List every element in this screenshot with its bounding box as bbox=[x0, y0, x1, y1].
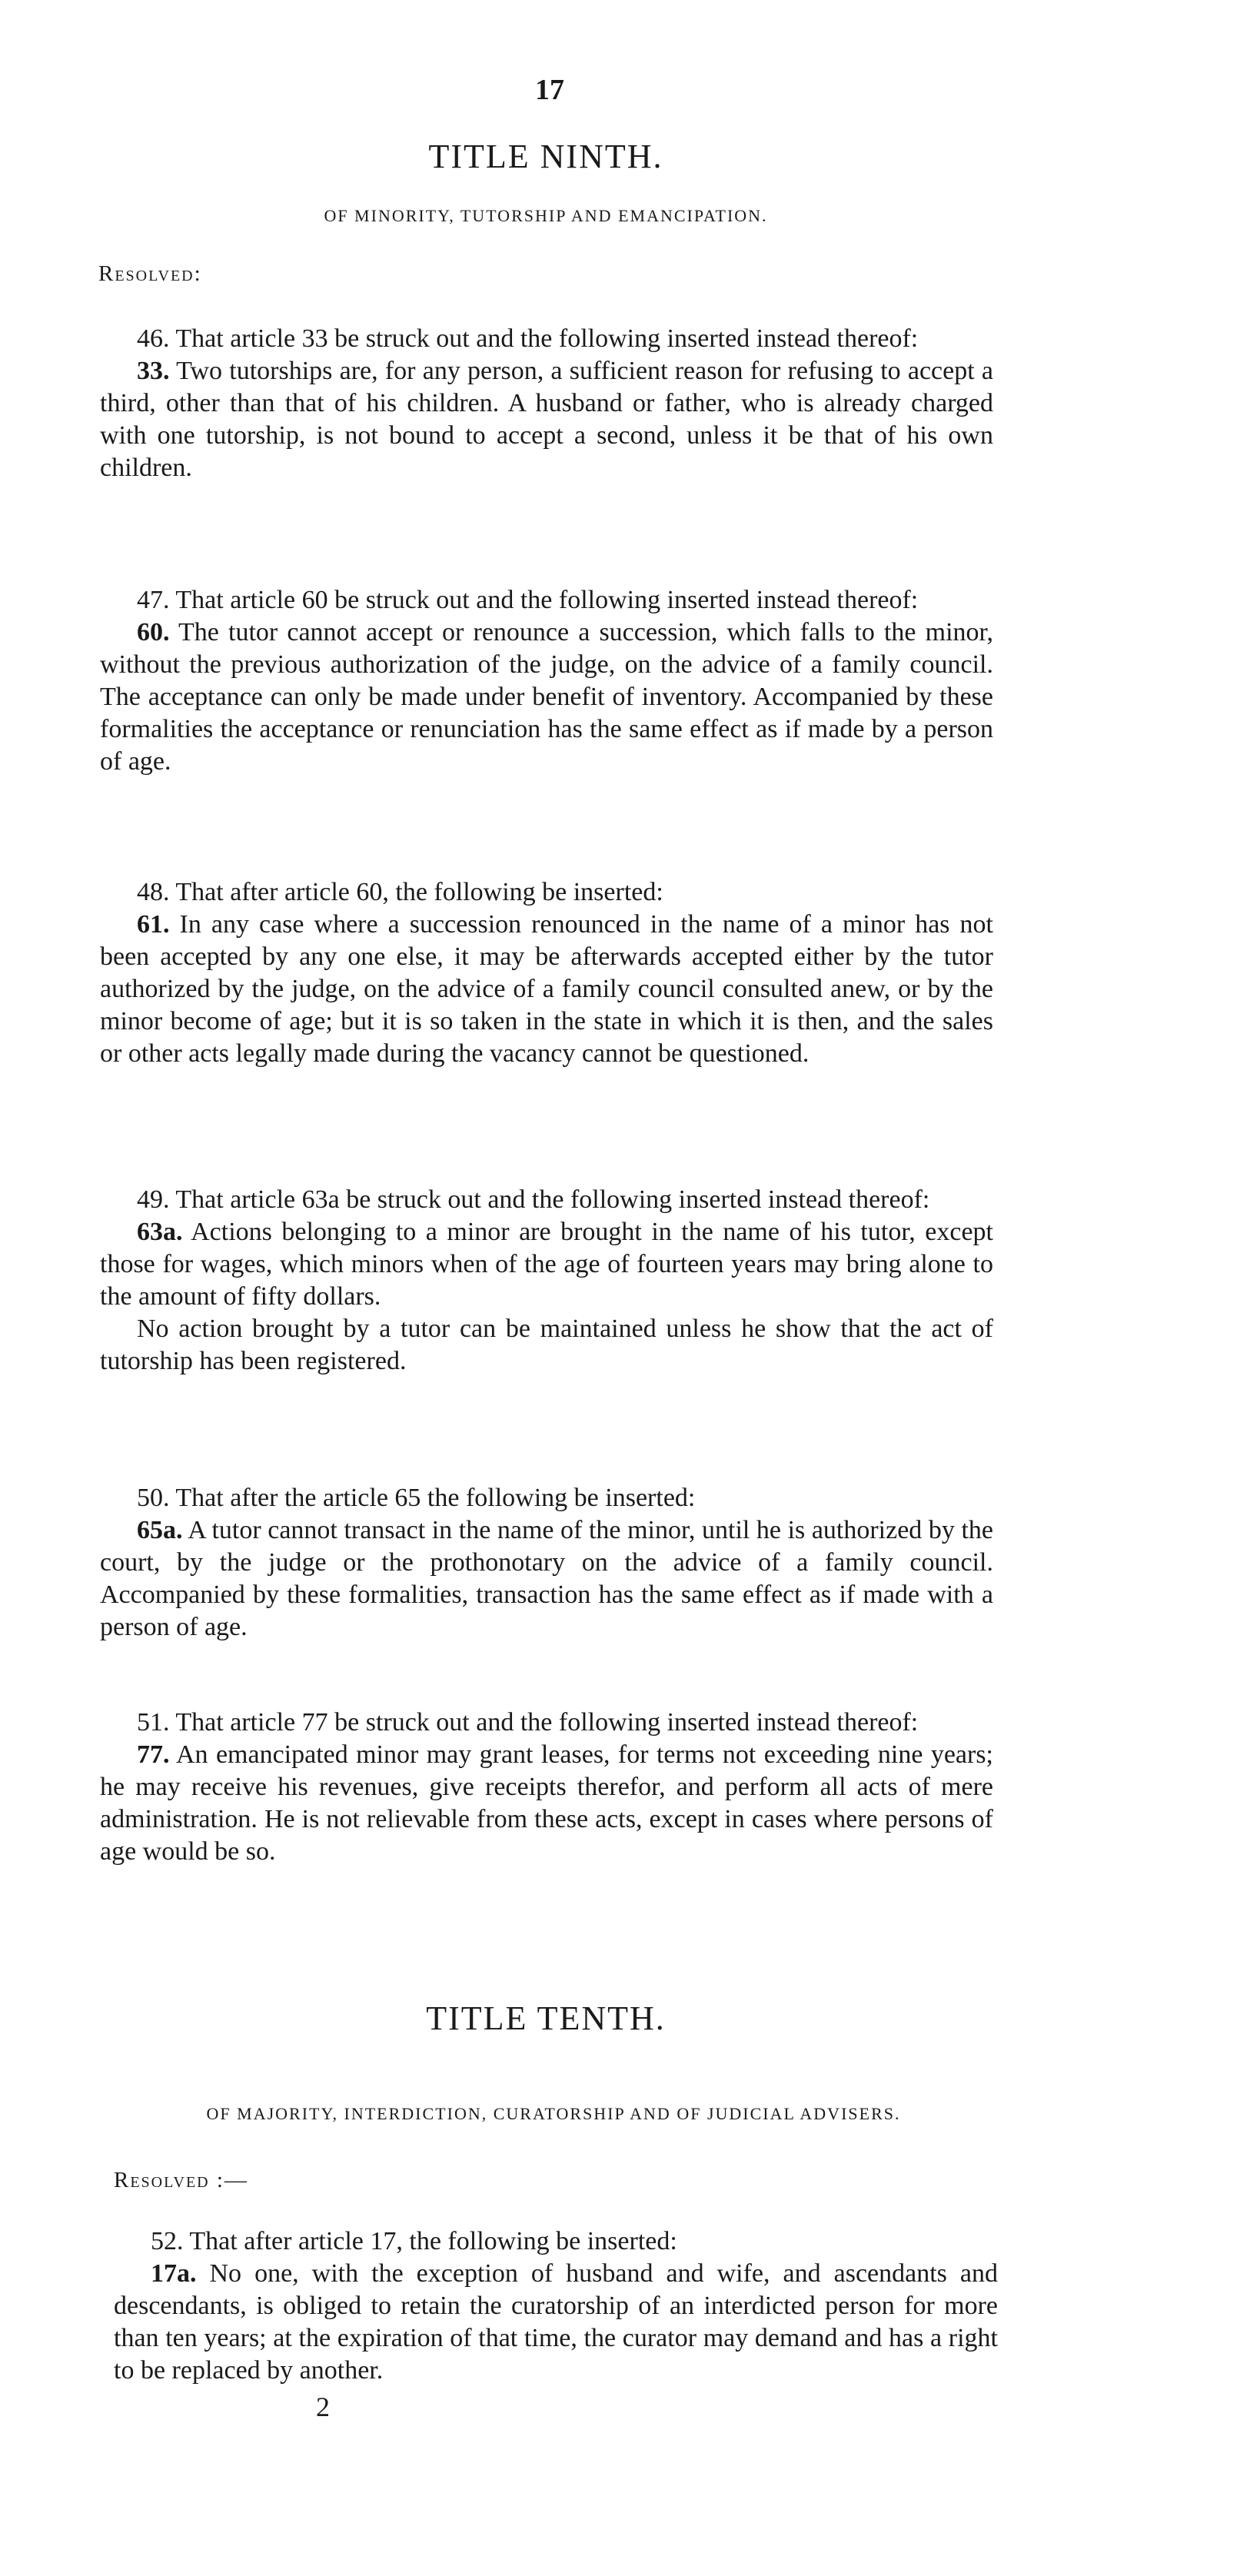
section-intro: 46. That article 33 be struck out and the following inserted instead thereof: bbox=[137, 324, 919, 353]
title-ninth-subheading: OF MINORITY, TUTORSHIP AND EMANCIPATION. bbox=[324, 206, 768, 225]
title-tenth-heading: TITLE TENTH. bbox=[426, 1999, 666, 2037]
article-body: A tutor cannot transact in the name of the minor, until he is authorized by the court, by the judge or the prothonotary on the advice of a family council. Accompanied by these formalities, transaction has the same effect as if made with a person of age. bbox=[100, 1516, 993, 1641]
article-text bbox=[114, 2258, 998, 2387]
page-number: 17 bbox=[535, 74, 564, 106]
resolved-label: Resolved :— bbox=[114, 2168, 248, 2192]
article-number: 60. bbox=[137, 618, 170, 646]
section-52 bbox=[114, 2225, 998, 2387]
section-47 bbox=[100, 584, 993, 778]
section-46 bbox=[100, 323, 993, 484]
article-body: Actions belonging to a minor are brought in the name of his tutor, except those for wages, which minors when of the age of fourteen years may bring alone to the amount of fifty dollars. bbox=[100, 1218, 993, 1311]
article-number: 65a. bbox=[137, 1516, 183, 1544]
article-body: The tutor cannot accept or renounce a succession, which falls to the minor, without the previous authorization of the judge, on the advice of a family council. The acceptance can only be made under benefit of inventory. Accompanied by these formalities the acceptance or renunciation has the same effect as if made by a person of age. bbox=[100, 618, 993, 776]
section-intro: 50. That after the article 65 the following be inserted: bbox=[137, 1484, 696, 1512]
article-text bbox=[100, 617, 993, 778]
article-text bbox=[100, 1216, 993, 1313]
sheet-signature: 2 bbox=[316, 2392, 330, 2422]
section-intro: 47. That article 60 be struck out and the following inserted instead thereof: bbox=[137, 586, 919, 614]
section-49 bbox=[100, 1184, 993, 1378]
article-text bbox=[100, 1514, 993, 1644]
section-intro: 52. That after article 17, the following be inserted: bbox=[151, 2227, 677, 2255]
article-body: No one, with the exception of husband and wife, and ascendants and descendants, is obliged to retain the curatorship of an interdicted person for more than ten years; at the expiration of that time, the curator may demand and has a right to be replaced by another. bbox=[114, 2259, 998, 2385]
article-number: 77. bbox=[137, 1740, 170, 1769]
article-text bbox=[100, 355, 993, 484]
article-extra: No action brought by a tutor can be maintained unless he show that the act of tutorship has been registered. bbox=[100, 1315, 993, 1375]
article-number: 63a. bbox=[137, 1218, 183, 1246]
article-body: In any case where a succession renounced in the name of a minor has not been accepted by any one else, it may be afterwards accepted either by the tutor authorized by the judge, on the advice of a family council consulted anew, or by the minor become of age; but it is so taken in the state in which it is then, and the sales or other acts legally made during the vacancy cannot be questioned. bbox=[100, 910, 993, 1068]
article-body: An emancipated minor may grant leases, for terms not exceeding nine years; he may receive his revenues, give receipts therefor, and perform all acts of mere administration. He is not relievable from these acts, except in cases where persons of age would be so. bbox=[100, 1740, 993, 1866]
resolved-label: Resolved: bbox=[98, 261, 202, 286]
article-number: 17a. bbox=[151, 2259, 197, 2288]
section-51 bbox=[100, 1707, 993, 1868]
section-48 bbox=[100, 876, 993, 1070]
article-number: 61. bbox=[137, 910, 170, 939]
article-text bbox=[100, 909, 993, 1070]
section-intro: 49. That article 63a be struck out and the following inserted instead thereof: bbox=[137, 1185, 930, 1214]
section-50 bbox=[100, 1482, 993, 1644]
section-intro: 48. That after article 60, the following be inserted: bbox=[137, 878, 663, 906]
title-tenth-subheading: OF MAJORITY, INTERDICTION, CURATORSHIP AND OF JUDICIAL ADVISERS. bbox=[206, 2104, 901, 2123]
article-body: Two tutorships are, for any person, a sufficient reason for refusing to accept a third, other than that of his children. A husband or father, who is already charged with one tutorship, is not bound to accept a second, unless it be that of his own children. bbox=[100, 357, 993, 482]
article-text bbox=[100, 1739, 993, 1868]
article-number: 33. bbox=[137, 357, 170, 385]
title-ninth-heading: TITLE NINTH. bbox=[428, 138, 663, 175]
section-intro: 51. That article 77 be struck out and the following inserted instead thereof: bbox=[137, 1708, 919, 1737]
